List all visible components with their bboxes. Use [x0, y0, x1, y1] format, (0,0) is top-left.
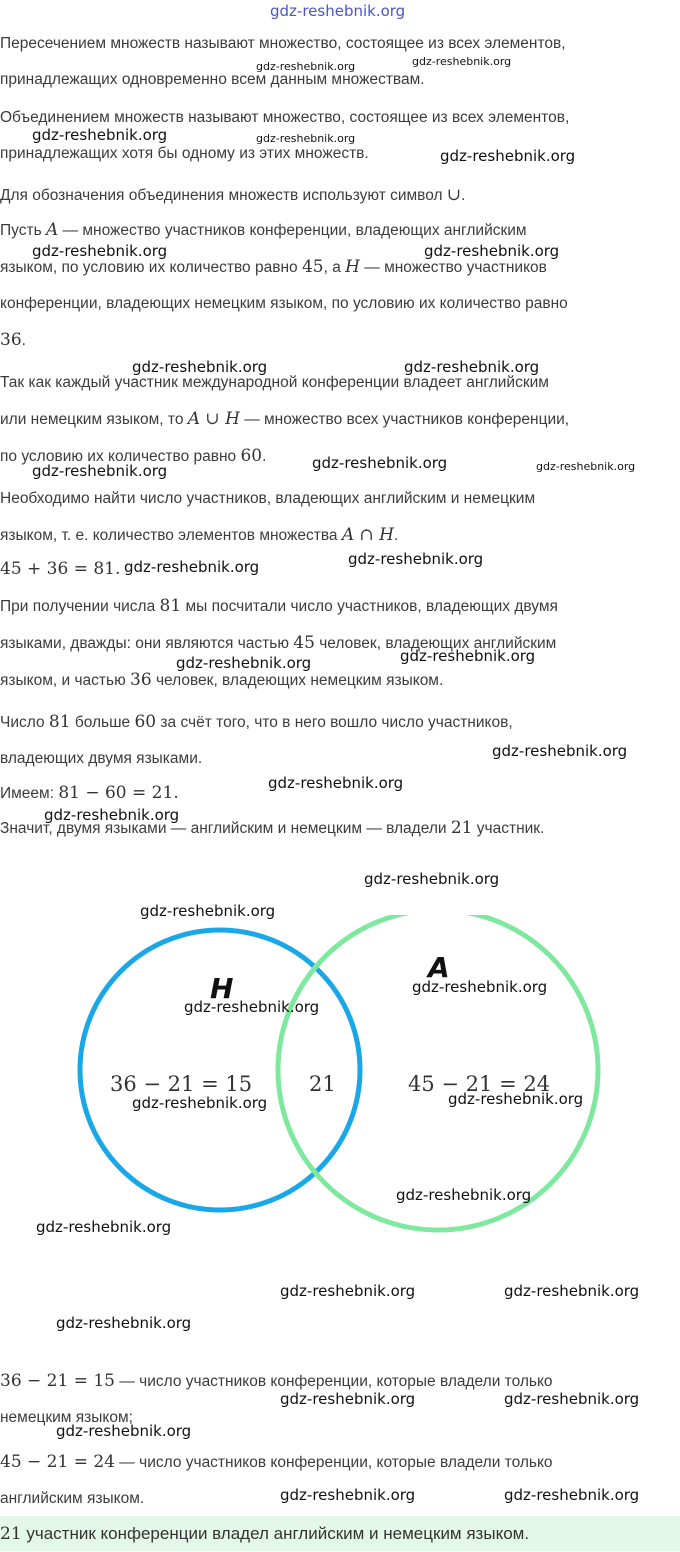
sum-expression: 45 + 36 = 81: [0, 559, 115, 579]
text-line: принадлежащих хотя бы одному из этих множеств.: [0, 145, 369, 162]
watermark: gdz-reshebnik.org: [36, 1218, 172, 1236]
value-only-h: 36 − 21 = 15: [110, 1072, 253, 1096]
watermark: gdz-reshebnik.org: [396, 1186, 532, 1204]
paragraph-sets-defined: [0, 212, 680, 359]
watermark: gdz-reshebnik.org: [504, 1282, 640, 1300]
watermark: gdz-reshebnik.org: [256, 60, 356, 73]
watermark: gdz-reshebnik.org: [124, 558, 260, 576]
label-a: A: [428, 951, 450, 984]
text-line: принадлежащих одновременно всем данным множествам.: [0, 71, 425, 88]
text-line: Число 81 больше 60 за счёт того, что в него вошло число участников,: [0, 712, 513, 732]
paragraph-find-intersection: [0, 481, 680, 554]
text-line: При получении числа 81 мы посчитали число участников, владеющих двумя: [0, 596, 558, 616]
paragraph-double-count: [0, 588, 680, 699]
paragraph-sum: 45 + 36 = 81.: [0, 559, 121, 579]
text-line: конференции, владеющих немецким языком, по условию их количество равно: [0, 295, 568, 312]
text-line: языком, по условию их количество равно 45, а H — множество участников: [0, 257, 547, 277]
note-only-english: [0, 1444, 680, 1517]
watermark: gdz-reshebnik.org: [132, 358, 268, 376]
text-line: немецким языком;: [0, 1409, 133, 1426]
text-line: по условию их количество равно 60.: [0, 446, 267, 466]
set-a-symbol: A: [45, 220, 59, 240]
set-h-symbol: H: [345, 257, 360, 277]
watermark: gdz-reshebnik.org: [176, 654, 312, 672]
watermark: gdz-reshebnik.org: [132, 1094, 268, 1112]
label-h: H: [210, 972, 234, 1005]
paragraph-union-symbol: [0, 177, 680, 214]
watermark: gdz-reshebnik.org: [32, 242, 168, 260]
value-both: 21: [309, 1072, 336, 1096]
text-line: Пусть A — множество участников конференции, владеющих английским: [0, 220, 527, 240]
text-line: английским языком.: [0, 1490, 145, 1507]
value-only-a: 45 − 21 = 24: [408, 1072, 551, 1096]
watermark: gdz-reshebnik.org: [400, 647, 536, 665]
text-line: или немецким языком, то A ∪ H — множество всех участников конференции,: [0, 409, 570, 429]
watermark: gdz-reshebnik.org: [412, 55, 512, 68]
answer-text: участник конференции владел английским и немецким языком.: [21, 1524, 530, 1543]
venn-diagram: [0, 915, 680, 1260]
watermark: gdz-reshebnik.org: [412, 978, 548, 996]
text-line: языком, т. е. количество элементов множества A ∩ H.: [0, 525, 399, 545]
intersection-expression: A ∩ H: [341, 525, 394, 545]
watermark: gdz-reshebnik.org: [32, 462, 168, 480]
watermark: gdz-reshebnik.org: [140, 902, 276, 920]
watermark: gdz-reshebnik.org: [268, 774, 404, 792]
text-line: 36.: [0, 330, 26, 350]
text-line: Необходимо найти число участников, владеющих английским и немецким: [0, 490, 536, 507]
text: .: [461, 187, 466, 204]
watermark: gdz-reshebnik.org: [184, 998, 320, 1016]
text-line: владеющих двумя языками.: [0, 750, 203, 767]
text-line: Объединением множеств называют множество, состоящее из всех элементов,: [0, 109, 570, 126]
answer-number: 21: [0, 1524, 22, 1544]
paragraph-difference: Имеем: 81 − 60 = 21.: [0, 783, 179, 803]
text-line: языком, и частью 36 человек, владеющих немецким языком.: [0, 670, 444, 690]
watermark: gdz-reshebnik.org: [536, 460, 636, 473]
watermark-top[interactable]: gdz-reshebnik.org: [270, 2, 406, 20]
watermark: gdz-reshebnik.org: [504, 1486, 640, 1504]
watermark: gdz-reshebnik.org: [404, 358, 540, 376]
watermark: gdz-reshebnik.org: [348, 550, 484, 568]
watermark: gdz-reshebnik.org: [504, 1390, 640, 1408]
text-line: Так как каждый участник международной конференции владеет английским: [0, 374, 549, 391]
watermark: gdz-reshebnik.org: [440, 147, 576, 165]
watermark: gdz-reshebnik.org: [424, 242, 560, 260]
watermark: gdz-reshebnik.org: [364, 870, 500, 888]
watermark: gdz-reshebnik.org: [32, 126, 168, 144]
watermark: gdz-reshebnik.org: [448, 1090, 584, 1108]
union-symbol: ∪: [446, 185, 462, 205]
watermark: gdz-reshebnik.org: [280, 1282, 416, 1300]
text-line: Пересечением множеств называют множество, состоящее из всех элементов,: [0, 35, 566, 52]
text-line: 36 − 21 = 15 — число участников конференции, которые владели только: [0, 1371, 553, 1391]
union-expression: A ∪ H: [187, 409, 240, 429]
watermark: gdz-reshebnik.org: [280, 1390, 416, 1408]
text-line: 45 − 21 = 24 — число участников конференции, которые владели только: [0, 1452, 553, 1472]
difference-expression: 81 − 60 = 21: [58, 783, 174, 803]
answer-box: [0, 1516, 680, 1551]
watermark: gdz-reshebnik.org: [56, 1314, 192, 1332]
text: Для обозначения объединения множеств используют символ: [0, 187, 447, 204]
watermark: gdz-reshebnik.org: [56, 1422, 192, 1440]
watermark: gdz-reshebnik.org: [312, 454, 448, 472]
watermark: gdz-reshebnik.org: [280, 1486, 416, 1504]
watermark: gdz-reshebnik.org: [44, 806, 180, 824]
text-line: языками, дважды: они являются частью 45 человек, владеющих английским: [0, 633, 557, 653]
paragraph-conclusion: Значит, двумя языками — английским и немецким — владели 21 участник.: [0, 818, 545, 838]
watermark: gdz-reshebnik.org: [492, 742, 628, 760]
paragraph-comparison: [0, 704, 680, 777]
watermark: gdz-reshebnik.org: [256, 132, 356, 145]
